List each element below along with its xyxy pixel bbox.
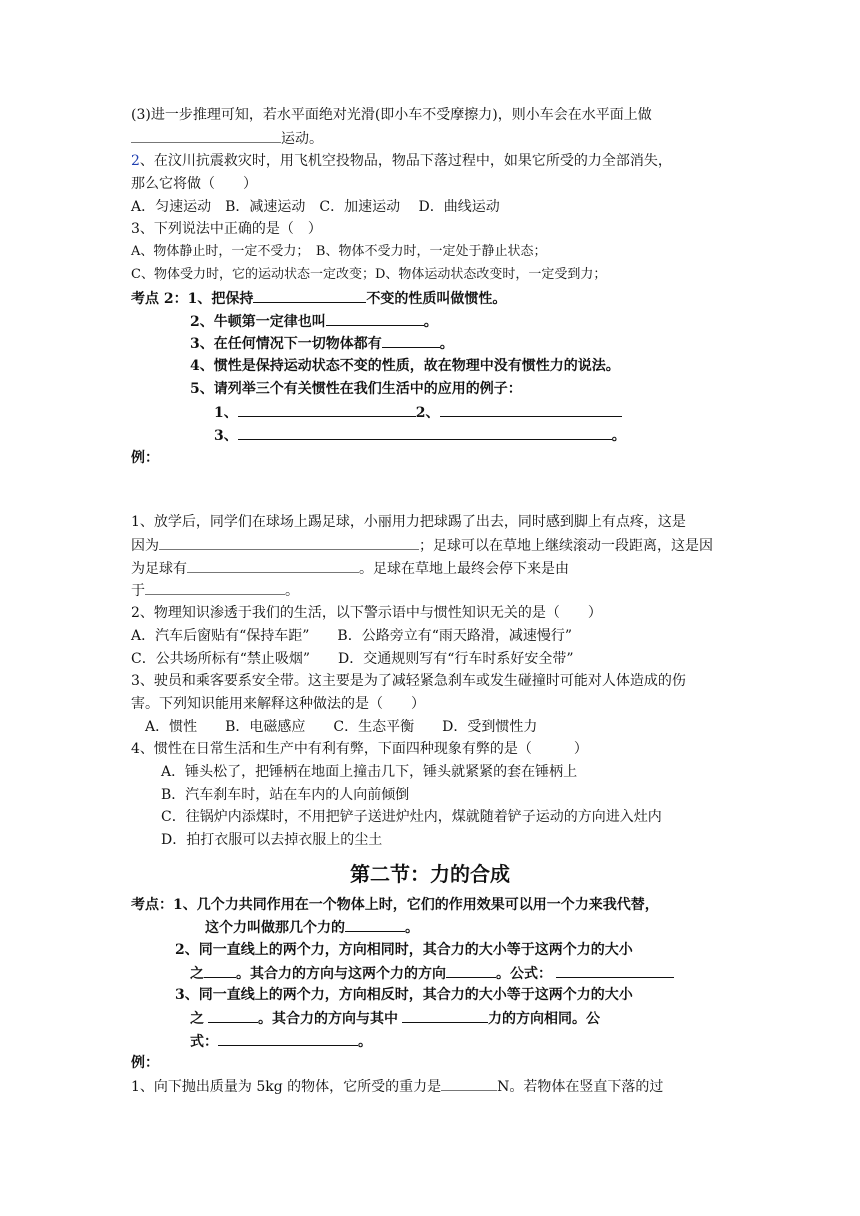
answer-blank[interactable] — [238, 425, 612, 440]
answer-blank[interactable] — [345, 917, 405, 932]
text: 不变的性质叫做惯性。 — [366, 291, 507, 307]
options-line: C、物体受力时，它的运动状态一定改变；D、物体运动状态改变时，一定受到力； — [131, 267, 607, 282]
point-2-item-2 — [190, 311, 438, 332]
option-d: D．拍打衣服可以去掉衣服上的尘土 — [161, 832, 383, 848]
point-2-item-4: 4、惯性是保持运动状态不变的性质，故在物理中没有惯性力的说法。 — [190, 358, 620, 374]
text: 于 — [131, 583, 145, 599]
example-line-3 — [214, 425, 626, 446]
text: 之 — [190, 1011, 204, 1027]
answer-blank[interactable] — [131, 128, 281, 143]
text: 3、在任何情况下一切物体都有 — [190, 336, 382, 352]
text: 力的方向相同。公 — [488, 1011, 600, 1027]
question-2 — [131, 151, 672, 171]
point-2-item-1 — [131, 288, 506, 309]
text-line — [190, 963, 674, 984]
option-a: A．锤头松了，把锤柄在地面上撞击几下，锤头就紧紧的套在锤柄上 — [161, 764, 578, 780]
text: 1、 — [214, 405, 238, 421]
text-line — [131, 580, 299, 601]
text: 2、牛顿第一定律也叫 — [190, 314, 326, 330]
text: 。 — [439, 336, 454, 352]
options-line: A．匀速运动 B．减速运动 C．加速运动 D．曲线运动 — [131, 199, 500, 215]
answer-blank[interactable] — [441, 1076, 497, 1091]
text-line — [131, 558, 569, 579]
text: ；足球可以在草地上继续滚动一段距离，这是因 — [419, 538, 713, 554]
answer-blank[interactable] — [159, 535, 419, 550]
text: 考点 2：1、把保持 — [131, 291, 254, 307]
text-line: 那么它将做（ ） — [131, 176, 257, 192]
answer-blank[interactable] — [326, 311, 424, 326]
answer-blank[interactable] — [145, 580, 285, 595]
text-line: 害。下列知识能用来解释这种做法的是（ ） — [131, 696, 425, 712]
options-line: A．汽车后窗贴有“保持车距” B．公路旁立有“雨天路滑，减速慢行” — [131, 628, 573, 644]
answer-blank[interactable] — [253, 288, 366, 303]
text-line — [205, 917, 419, 938]
text: 式： — [190, 1034, 218, 1050]
text-line: 1、放学后，同学们在球场上踢足球，小丽用力把球踢了出去，同时感到脚上有点疼，这是 — [131, 514, 686, 530]
answer-blank[interactable] — [208, 1008, 258, 1023]
text: 因为 — [131, 538, 159, 554]
text: 运动。 — [281, 131, 323, 147]
example-line-1-2 — [214, 402, 622, 423]
options-line: C．公共场所标有“禁止吸烟” D．交通规则写有“行车时系好安全带” — [131, 651, 574, 667]
text: 。足球在草地上最终会停下来是由 — [359, 561, 569, 577]
option-c: C．往锅炉内添煤时，不用把铲子送进炉灶内，煤就随着铲子运动的方向进入灶内 — [161, 809, 662, 825]
example-label: 例： — [131, 1055, 159, 1071]
answer-blank[interactable] — [204, 963, 236, 978]
text-line: (3)进一步推理可知，若水平面绝对光滑(即小车不受摩擦力)，则小车会在水平面上做 — [131, 107, 652, 123]
options-line: A、物体静止时，一定不受力； B、物体不受力时，一定处于静止状态； — [131, 244, 547, 259]
answer-blank[interactable] — [382, 333, 440, 348]
text: 3、 — [214, 428, 238, 444]
text: 之 — [190, 966, 204, 982]
question-number: 2 — [131, 153, 140, 169]
answer-blank[interactable] — [556, 963, 674, 978]
text: 。 — [285, 583, 299, 599]
text: 。 — [405, 920, 419, 936]
question-e4: 4、惯性在日常生活和生产中有利有弊，下面四种现象有弊的是（ ） — [131, 741, 588, 757]
point-2-item-3 — [190, 333, 454, 354]
answer-blank[interactable] — [402, 1008, 488, 1023]
text-line — [131, 128, 323, 149]
text: 。 — [358, 1034, 372, 1050]
question-3: 3、下列说法中正确的是（ ） — [131, 221, 322, 237]
section-title: 第二节：力的合成 — [350, 862, 510, 886]
options-line: A．惯性 B．电磁感应 C．生态平衡 D．受到惯性力 — [145, 719, 538, 735]
text: 这个力叫做那几个力的 — [205, 920, 345, 936]
text: 。 — [423, 314, 438, 330]
option-b: B．汽车刹车时，站在车内的人向前倾倒 — [161, 787, 410, 803]
text: N。若物体在竖直下落的过 — [497, 1079, 664, 1095]
text-line — [190, 1031, 372, 1052]
text: 。公式： — [496, 966, 552, 982]
text-line — [131, 1076, 663, 1097]
text: 。 — [611, 428, 626, 444]
text: 1、向下抛出质量为 5kg 的物体，它所受的重力是 — [131, 1079, 442, 1095]
text: 。其合力的方向与这两个力的方向 — [236, 966, 446, 982]
point-2-item-5: 5、请列举三个有关惯性在我们生活中的应用的例子： — [190, 381, 522, 397]
answer-blank[interactable] — [446, 963, 496, 978]
point-item-1: 考点：1、几个力共同作用在一个物体上时，它们的作用效果可以用一个力来我代替， — [131, 897, 659, 913]
question-e2: 2、物理知识渗透于我们的生活，以下警示语中与惯性知识无关的是（ ） — [131, 605, 602, 621]
answer-blank[interactable] — [218, 1031, 358, 1046]
text: 为足球有 — [131, 561, 187, 577]
point-item-2: 2、同一直线上的两个力，方向相同时，其合力的大小等于这两个力的大小 — [175, 942, 633, 958]
text: 、在汶川抗震救灾时，用飞机空投物品，物品下落过程中，如果它所受的力全部消失， — [139, 153, 672, 169]
answer-blank[interactable] — [238, 402, 416, 417]
text-line — [131, 535, 713, 556]
text: 。其合力的方向与其中 — [258, 1011, 398, 1027]
answer-blank[interactable] — [440, 402, 622, 417]
answer-blank[interactable] — [187, 558, 359, 573]
example-label: 例： — [131, 450, 159, 466]
text-line: 3、驶员和乘客要系安全带。这主要是为了减轻紧急刹车或发生碰撞时可能对人体造成的伤 — [131, 673, 686, 689]
text-line — [190, 1008, 600, 1029]
point-item-3: 3、同一直线上的两个力，方向相反时，其合力的大小等于这两个力的大小 — [175, 987, 633, 1003]
text: 2、 — [415, 405, 440, 421]
